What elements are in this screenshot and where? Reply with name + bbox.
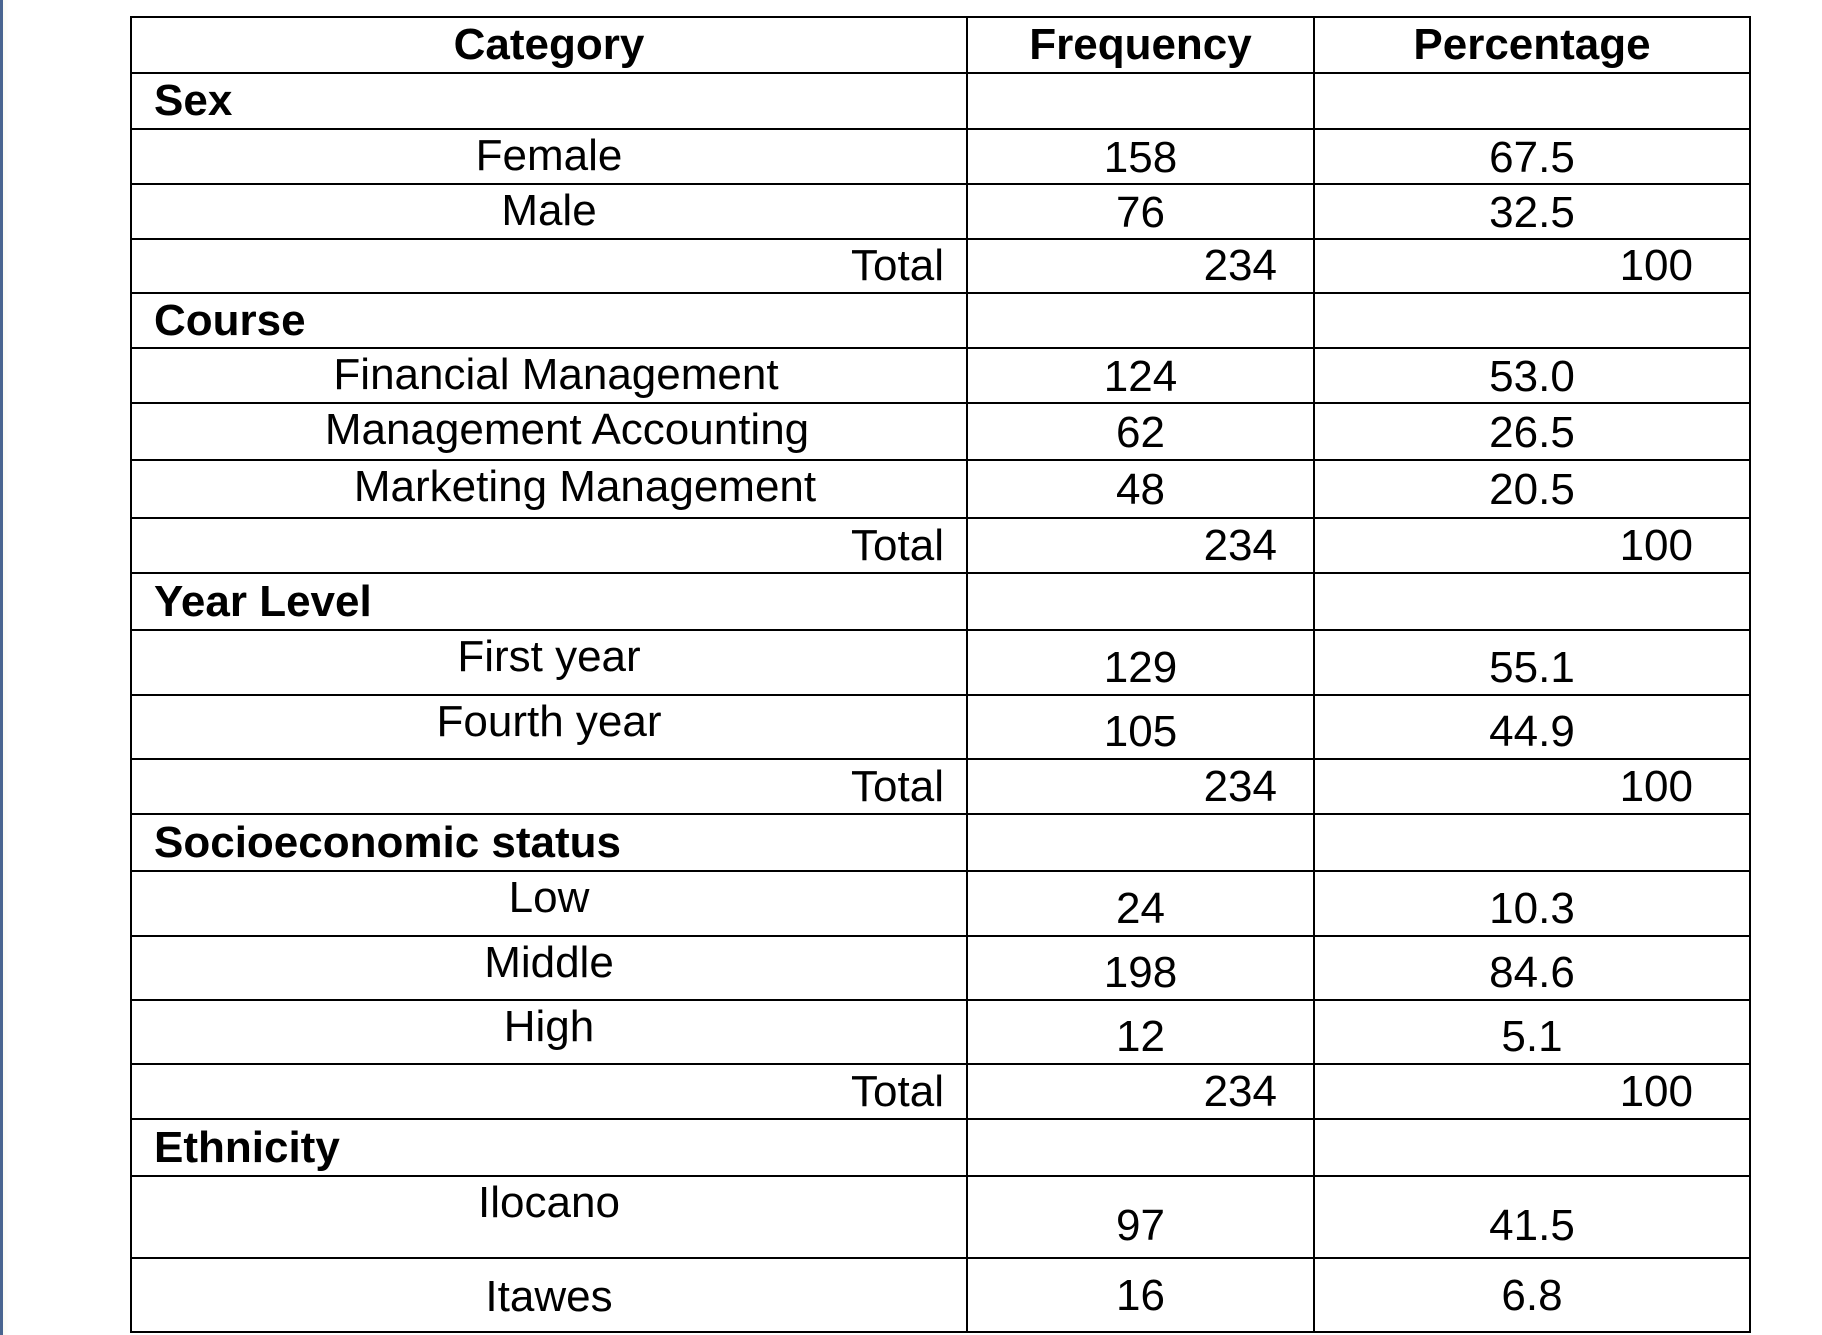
table-row — [131, 129, 1750, 184]
header-row — [131, 17, 1750, 73]
total-percentage: 100 — [1314, 518, 1750, 573]
empty-cell — [967, 1119, 1314, 1176]
group-label: Socioeconomic status — [131, 814, 967, 871]
percentage-cell: 10.3 — [1314, 871, 1750, 936]
frequency-cell: 129 — [967, 630, 1314, 695]
demographics-table — [130, 16, 1751, 1333]
total-row — [131, 759, 1750, 814]
category-cell: Female — [131, 129, 967, 184]
table-row — [131, 460, 1750, 518]
table-row — [131, 630, 1750, 695]
category-cell: Low — [131, 871, 967, 936]
percentage-cell: 26.5 — [1314, 403, 1750, 460]
total-frequency: 234 — [967, 518, 1314, 573]
percentage-cell: 67.5 — [1314, 129, 1750, 184]
group-label: Ethnicity — [131, 1119, 967, 1176]
percentage-cell: 5.1 — [1314, 1000, 1750, 1064]
total-label: Total — [131, 518, 967, 573]
total-row — [131, 518, 1750, 573]
empty-cell — [1314, 1119, 1750, 1176]
frequency-cell: 62 — [967, 403, 1314, 460]
empty-cell — [967, 73, 1314, 129]
group-label: Year Level — [131, 573, 967, 630]
percentage-cell: 53.0 — [1314, 348, 1750, 403]
frequency-cell: 76 — [967, 184, 1314, 239]
frequency-cell: 48 — [967, 460, 1314, 518]
category-cell: High — [131, 1000, 967, 1064]
frequency-cell: 124 — [967, 348, 1314, 403]
total-percentage: 100 — [1314, 759, 1750, 814]
group-label: Sex — [131, 73, 967, 129]
table-row — [131, 348, 1750, 403]
frequency-cell: 24 — [967, 871, 1314, 936]
category-cell: Male — [131, 184, 967, 239]
total-frequency: 234 — [967, 239, 1314, 293]
header-category: Category — [131, 17, 967, 73]
empty-cell — [967, 814, 1314, 871]
percentage-cell: 44.9 — [1314, 695, 1750, 759]
total-label: Total — [131, 759, 967, 814]
frequency-cell: 198 — [967, 936, 1314, 1000]
group-row-year-level — [131, 573, 1750, 630]
percentage-cell: 6.8 — [1314, 1258, 1750, 1332]
empty-cell — [1314, 573, 1750, 630]
group-label: Course — [131, 293, 967, 348]
total-frequency: 234 — [967, 1064, 1314, 1119]
category-cell: First year — [131, 630, 967, 695]
frequency-cell: 105 — [967, 695, 1314, 759]
percentage-cell: 32.5 — [1314, 184, 1750, 239]
empty-cell — [967, 293, 1314, 348]
percentage-cell: 41.5 — [1314, 1176, 1750, 1258]
table-row — [131, 1258, 1750, 1332]
percentage-cell: 55.1 — [1314, 630, 1750, 695]
frequency-cell: 16 — [967, 1258, 1314, 1332]
category-cell: Middle — [131, 936, 967, 1000]
page-edge-shadow — [3, 0, 9, 1335]
total-label: Total — [131, 1064, 967, 1119]
group-row-sex — [131, 73, 1750, 129]
frequency-cell: 12 — [967, 1000, 1314, 1064]
frequency-cell: 97 — [967, 1176, 1314, 1258]
percentage-cell: 84.6 — [1314, 936, 1750, 1000]
category-cell: Financial Management — [131, 348, 967, 403]
header-frequency: Frequency — [967, 17, 1314, 73]
table-row — [131, 403, 1750, 460]
group-row-socioeconomic-status — [131, 814, 1750, 871]
table-row — [131, 1176, 1750, 1258]
total-row — [131, 1064, 1750, 1119]
table-row — [131, 1000, 1750, 1064]
table-row — [131, 184, 1750, 239]
total-percentage: 100 — [1314, 239, 1750, 293]
total-percentage: 100 — [1314, 1064, 1750, 1119]
group-row-course — [131, 293, 1750, 348]
table-row — [131, 936, 1750, 1000]
empty-cell — [967, 573, 1314, 630]
empty-cell — [1314, 73, 1750, 129]
percentage-cell: 20.5 — [1314, 460, 1750, 518]
table-row — [131, 695, 1750, 759]
total-row — [131, 239, 1750, 293]
category-cell: Management Accounting — [131, 403, 967, 460]
category-cell: Ilocano — [131, 1176, 967, 1258]
group-row-ethnicity — [131, 1119, 1750, 1176]
category-cell: Marketing Management — [131, 460, 967, 518]
category-cell: Itawes — [131, 1258, 967, 1332]
frequency-cell: 158 — [967, 129, 1314, 184]
header-percentage: Percentage — [1314, 17, 1750, 73]
table-row — [131, 871, 1750, 936]
total-frequency: 234 — [967, 759, 1314, 814]
empty-cell — [1314, 814, 1750, 871]
empty-cell — [1314, 293, 1750, 348]
category-cell: Fourth year — [131, 695, 967, 759]
total-label: Total — [131, 239, 967, 293]
